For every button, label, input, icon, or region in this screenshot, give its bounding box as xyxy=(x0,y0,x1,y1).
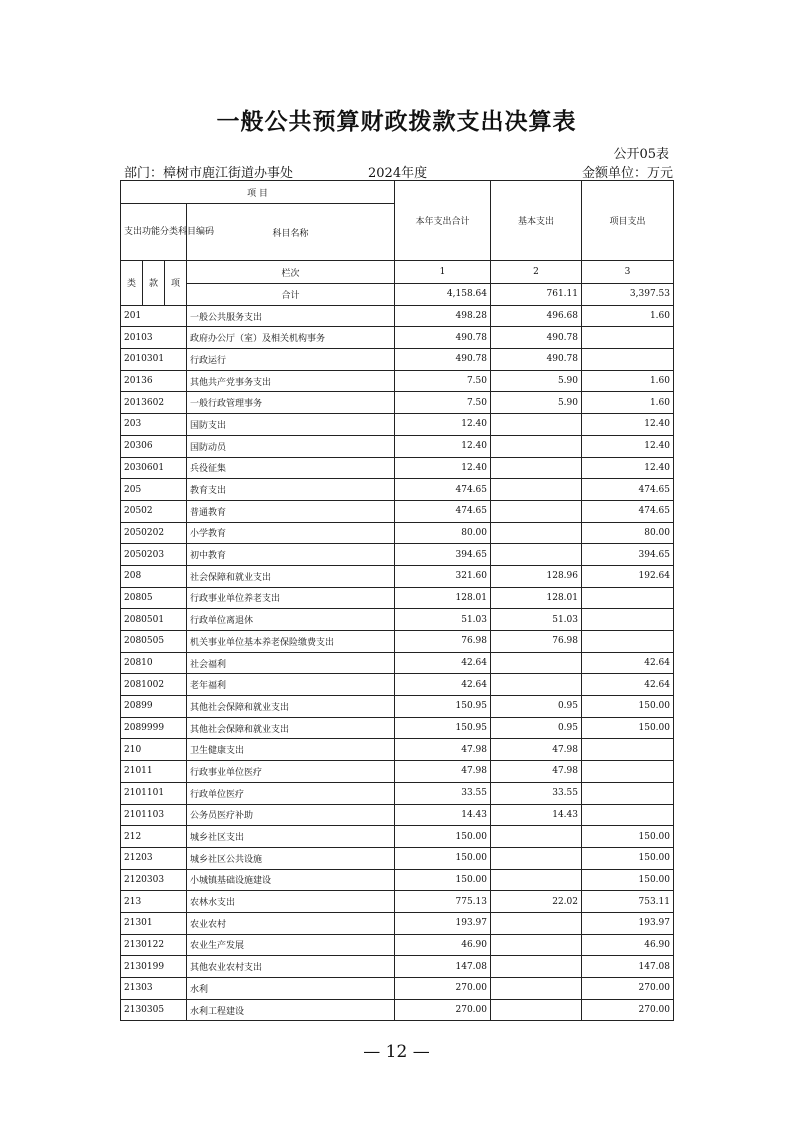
table-row xyxy=(121,826,674,848)
row-total: 498.28 xyxy=(395,305,491,327)
row-project: 1.60 xyxy=(582,370,674,392)
row-code: 21303 xyxy=(121,978,187,1000)
row-name: 教育支出 xyxy=(187,479,395,501)
row-total: 12.40 xyxy=(395,457,491,479)
row-code: 201 xyxy=(121,305,187,327)
row-project: 474.65 xyxy=(582,500,674,522)
row-basic: 496.68 xyxy=(491,305,582,327)
row-total: 33.55 xyxy=(395,782,491,804)
table-row xyxy=(121,804,674,826)
row-code: 213 xyxy=(121,891,187,913)
row-basic xyxy=(491,544,582,566)
row-total: 7.50 xyxy=(395,392,491,414)
table-row xyxy=(121,782,674,804)
row-total: 321.60 xyxy=(395,565,491,587)
row-name: 城乡社区公共设施 xyxy=(187,847,395,869)
header-total: 本年支出合计 xyxy=(395,181,491,261)
table-row xyxy=(121,609,674,631)
row-code: 2050203 xyxy=(121,544,187,566)
row-total: 193.97 xyxy=(395,912,491,934)
table-row xyxy=(121,956,674,978)
row-basic: 51.03 xyxy=(491,609,582,631)
row-basic: 0.95 xyxy=(491,696,582,718)
row-project: 394.65 xyxy=(582,544,674,566)
table-row xyxy=(121,565,674,587)
table-row xyxy=(121,392,674,414)
row-name: 农业农村 xyxy=(187,912,395,934)
row-name: 普通教育 xyxy=(187,500,395,522)
row-code: 20810 xyxy=(121,652,187,674)
row-project: 42.64 xyxy=(582,674,674,696)
row-total: 474.65 xyxy=(395,500,491,522)
row-basic xyxy=(491,652,582,674)
row-project: 80.00 xyxy=(582,522,674,544)
row-code: 2130199 xyxy=(121,956,187,978)
row-code: 2089999 xyxy=(121,717,187,739)
row-project: 270.00 xyxy=(582,978,674,1000)
row-total: 270.00 xyxy=(395,978,491,1000)
row-total: 150.95 xyxy=(395,717,491,739)
row-code: 2101103 xyxy=(121,804,187,826)
total-sum: 4,158.64 xyxy=(395,284,491,306)
row-code: 20899 xyxy=(121,696,187,718)
row-code: 2080505 xyxy=(121,631,187,653)
row-name: 行政运行 xyxy=(187,349,395,371)
row-project: 192.64 xyxy=(582,565,674,587)
row-code: 2010301 xyxy=(121,349,187,371)
row-name: 行政事业单位医疗 xyxy=(187,761,395,783)
row-basic xyxy=(491,479,582,501)
row-basic xyxy=(491,435,582,457)
row-project: 193.97 xyxy=(582,912,674,934)
row-project: 474.65 xyxy=(582,479,674,501)
header-kuan: 款 xyxy=(143,261,165,306)
page-number: — 12 — xyxy=(363,1042,430,1062)
table-row xyxy=(121,435,674,457)
row-code: 20502 xyxy=(121,500,187,522)
row-code: 21203 xyxy=(121,847,187,869)
row-total: 42.64 xyxy=(395,652,491,674)
row-basic: 22.02 xyxy=(491,891,582,913)
row-total: 12.40 xyxy=(395,414,491,436)
table-row xyxy=(121,869,674,891)
row-basic xyxy=(491,999,582,1021)
row-code: 2081002 xyxy=(121,674,187,696)
row-name: 老年福利 xyxy=(187,674,395,696)
row-basic xyxy=(491,500,582,522)
total-label: 合计 xyxy=(187,284,395,306)
header-basic: 基本支出 xyxy=(491,181,582,261)
row-code: 205 xyxy=(121,479,187,501)
row-name: 社会福利 xyxy=(187,652,395,674)
col-number-1: 1 xyxy=(395,261,491,284)
row-basic xyxy=(491,826,582,848)
row-basic xyxy=(491,934,582,956)
row-basic xyxy=(491,522,582,544)
row-project: 12.40 xyxy=(582,435,674,457)
row-project: 147.08 xyxy=(582,956,674,978)
row-basic xyxy=(491,869,582,891)
row-code: 210 xyxy=(121,739,187,761)
row-project: 12.40 xyxy=(582,414,674,436)
row-basic: 0.95 xyxy=(491,717,582,739)
row-project: 150.00 xyxy=(582,826,674,848)
table-row xyxy=(121,349,674,371)
row-total: 14.43 xyxy=(395,804,491,826)
row-code: 2013602 xyxy=(121,392,187,414)
row-project: 150.00 xyxy=(582,717,674,739)
row-total: 150.00 xyxy=(395,826,491,848)
header-xiang: 项 xyxy=(165,261,187,306)
row-code: 21011 xyxy=(121,761,187,783)
row-project: 150.00 xyxy=(582,696,674,718)
table-row xyxy=(121,457,674,479)
row-basic: 47.98 xyxy=(491,761,582,783)
row-total: 775.13 xyxy=(395,891,491,913)
row-project xyxy=(582,327,674,349)
row-total: 76.98 xyxy=(395,631,491,653)
row-name: 水利工程建设 xyxy=(187,999,395,1021)
row-total: 394.65 xyxy=(395,544,491,566)
row-code: 20306 xyxy=(121,435,187,457)
row-name: 国防支出 xyxy=(187,414,395,436)
page-title: 一般公共预算财政拨款支出决算表 xyxy=(216,108,577,135)
row-name: 行政单位离退休 xyxy=(187,609,395,631)
row-project xyxy=(582,739,674,761)
table-row xyxy=(121,891,674,913)
row-name: 一般行政管理事务 xyxy=(187,392,395,414)
row-name: 水利 xyxy=(187,978,395,1000)
row-total: 51.03 xyxy=(395,609,491,631)
row-name: 兵役征集 xyxy=(187,457,395,479)
table-row xyxy=(121,479,674,501)
row-project xyxy=(582,631,674,653)
row-code: 20103 xyxy=(121,327,187,349)
row-basic xyxy=(491,457,582,479)
row-basic xyxy=(491,912,582,934)
table-row xyxy=(121,912,674,934)
row-total: 150.00 xyxy=(395,869,491,891)
table-row xyxy=(121,631,674,653)
header-lanci: 栏次 xyxy=(187,261,395,284)
table-row xyxy=(121,587,674,609)
report-meta xyxy=(120,162,673,180)
row-project: 150.00 xyxy=(582,847,674,869)
row-basic: 5.90 xyxy=(491,370,582,392)
row-total: 42.64 xyxy=(395,674,491,696)
row-basic xyxy=(491,847,582,869)
department-label: 部门：樟树市鹿江街道办事处 xyxy=(124,166,294,181)
unit-label: 金额单位：万元 xyxy=(581,166,673,181)
total-basic: 761.11 xyxy=(491,284,582,306)
table-row xyxy=(121,652,674,674)
row-basic: 128.96 xyxy=(491,565,582,587)
row-basic xyxy=(491,956,582,978)
row-basic: 33.55 xyxy=(491,782,582,804)
row-name: 政府办公厅（室）及相关机构事务 xyxy=(187,327,395,349)
row-name: 卫生健康支出 xyxy=(187,739,395,761)
row-basic: 128.01 xyxy=(491,587,582,609)
row-total: 490.78 xyxy=(395,327,491,349)
expenditure-table xyxy=(120,180,674,1021)
row-code: 21301 xyxy=(121,912,187,934)
row-code: 2080501 xyxy=(121,609,187,631)
row-name: 其他农业农村支出 xyxy=(187,956,395,978)
row-project xyxy=(582,587,674,609)
header-project-expense: 项目支出 xyxy=(582,181,674,261)
row-project: 1.60 xyxy=(582,392,674,414)
row-name: 机关事业单位基本养老保险缴费支出 xyxy=(187,631,395,653)
table-row xyxy=(121,978,674,1000)
row-total: 150.95 xyxy=(395,696,491,718)
table-row xyxy=(121,739,674,761)
row-total: 270.00 xyxy=(395,999,491,1021)
row-code: 20136 xyxy=(121,370,187,392)
row-name: 国防动员 xyxy=(187,435,395,457)
row-code: 203 xyxy=(121,414,187,436)
row-name: 行政单位医疗 xyxy=(187,782,395,804)
row-name: 其他社会保障和就业支出 xyxy=(187,717,395,739)
table-row xyxy=(121,696,674,718)
row-name: 农林水支出 xyxy=(187,891,395,913)
row-project: 42.64 xyxy=(582,652,674,674)
header-code: 支出功能分类科目编码 xyxy=(121,204,187,261)
year-label: 2024年度 xyxy=(368,166,428,181)
row-basic: 76.98 xyxy=(491,631,582,653)
row-total: 474.65 xyxy=(395,479,491,501)
row-total: 12.40 xyxy=(395,435,491,457)
row-name: 农业生产发展 xyxy=(187,934,395,956)
header-lei: 类 xyxy=(121,261,143,306)
col-number-3: 3 xyxy=(582,261,674,284)
row-code: 2101101 xyxy=(121,782,187,804)
row-project xyxy=(582,782,674,804)
table-row xyxy=(121,500,674,522)
row-name: 社会保障和就业支出 xyxy=(187,565,395,587)
row-project: 12.40 xyxy=(582,457,674,479)
row-basic xyxy=(491,978,582,1000)
row-name: 小学教育 xyxy=(187,522,395,544)
header-project: 项 目 xyxy=(121,181,395,204)
row-project: 1.60 xyxy=(582,305,674,327)
row-code: 2030601 xyxy=(121,457,187,479)
row-total: 147.08 xyxy=(395,956,491,978)
table-row xyxy=(121,370,674,392)
row-code: 2130305 xyxy=(121,999,187,1021)
row-project xyxy=(582,761,674,783)
table-row xyxy=(121,847,674,869)
row-total: 47.98 xyxy=(395,761,491,783)
row-name: 行政事业单位养老支出 xyxy=(187,587,395,609)
row-total: 128.01 xyxy=(395,587,491,609)
row-basic xyxy=(491,674,582,696)
row-project: 150.00 xyxy=(582,869,674,891)
table-row xyxy=(121,327,674,349)
table-row xyxy=(121,934,674,956)
row-total: 490.78 xyxy=(395,349,491,371)
row-code: 208 xyxy=(121,565,187,587)
row-project xyxy=(582,804,674,826)
row-code: 2130122 xyxy=(121,934,187,956)
table-row xyxy=(121,717,674,739)
row-project xyxy=(582,609,674,631)
row-code: 2050202 xyxy=(121,522,187,544)
row-code: 20805 xyxy=(121,587,187,609)
row-code: 2120303 xyxy=(121,869,187,891)
row-total: 47.98 xyxy=(395,739,491,761)
row-name: 其他共产党事务支出 xyxy=(187,370,395,392)
row-project: 46.90 xyxy=(582,934,674,956)
table-row xyxy=(121,761,674,783)
row-name: 小城镇基础设施建设 xyxy=(187,869,395,891)
header-name: 科目名称 xyxy=(187,204,395,261)
row-total: 46.90 xyxy=(395,934,491,956)
row-total: 150.00 xyxy=(395,847,491,869)
row-code: 212 xyxy=(121,826,187,848)
row-basic xyxy=(491,414,582,436)
table-row xyxy=(121,674,674,696)
table-row xyxy=(121,999,674,1021)
row-total: 7.50 xyxy=(395,370,491,392)
row-project: 753.11 xyxy=(582,891,674,913)
row-total: 80.00 xyxy=(395,522,491,544)
row-project xyxy=(582,349,674,371)
table-row xyxy=(121,305,674,327)
row-name: 公务员医疗补助 xyxy=(187,804,395,826)
col-number-2: 2 xyxy=(491,261,582,284)
row-basic: 490.78 xyxy=(491,327,582,349)
total-project: 3,397.53 xyxy=(582,284,674,306)
row-name: 一般公共服务支出 xyxy=(187,305,395,327)
row-basic: 490.78 xyxy=(491,349,582,371)
table-row xyxy=(121,522,674,544)
table-row xyxy=(121,544,674,566)
row-name: 城乡社区支出 xyxy=(187,826,395,848)
row-name: 其他社会保障和就业支出 xyxy=(187,696,395,718)
row-basic: 14.43 xyxy=(491,804,582,826)
row-basic: 47.98 xyxy=(491,739,582,761)
form-number: 公开05表 xyxy=(613,147,669,162)
row-project: 270.00 xyxy=(582,999,674,1021)
row-name: 初中教育 xyxy=(187,544,395,566)
row-basic: 5.90 xyxy=(491,392,582,414)
table-row xyxy=(121,414,674,436)
